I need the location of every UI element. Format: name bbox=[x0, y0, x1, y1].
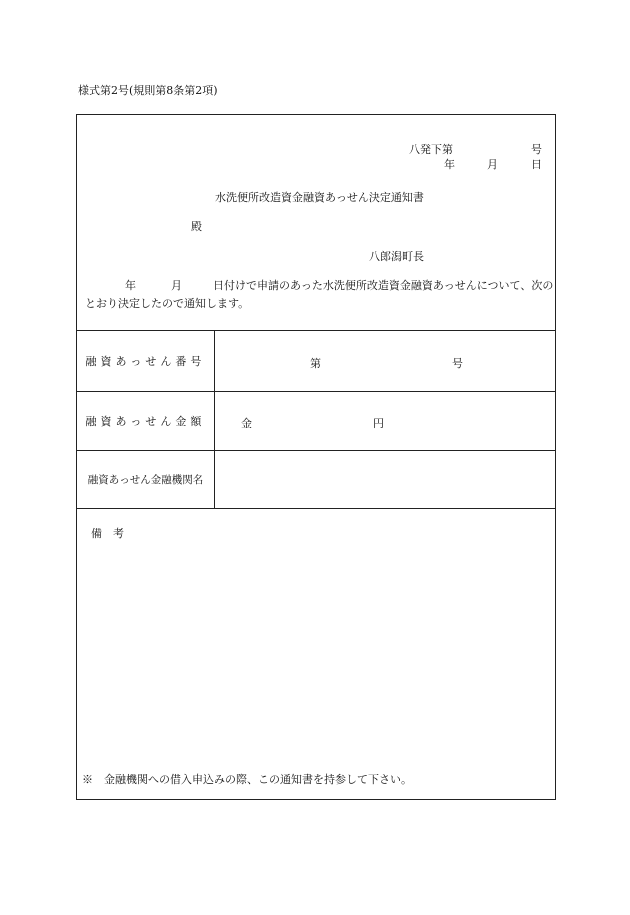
date-day: 日 bbox=[531, 158, 542, 171]
document-title: 水洗便所改造資金融資あっせん決定通知書 bbox=[215, 191, 424, 204]
notice-form bbox=[76, 114, 556, 800]
amount-suffix: 円 bbox=[373, 417, 384, 430]
issuer-name: 八郎潟町長 bbox=[369, 250, 424, 263]
loan-number-label: 融資あっせん番号 bbox=[85, 354, 206, 368]
financial-institution-label: 融資あっせん金融機関名 bbox=[87, 473, 204, 486]
row-divider bbox=[77, 508, 555, 509]
loan-amount-label: 融資あっせん金額 bbox=[85, 414, 206, 428]
body-text-line1: 日付けで申請のあった水洗便所改造資金融資あっせんについて、次の bbox=[213, 279, 554, 292]
column-divider bbox=[214, 330, 215, 508]
doc-number-suffix: 号 bbox=[531, 143, 542, 156]
body-text-line2: とおり決定したので通知します。 bbox=[85, 297, 250, 310]
body-month: 月 bbox=[171, 279, 182, 292]
footnote: ※ 金融機関への借入申込みの際、この通知書を持参して下さい。 bbox=[82, 773, 412, 786]
date-year: 年 bbox=[444, 158, 455, 171]
date-month: 月 bbox=[487, 158, 498, 171]
doc-number-prefix: 八発下第 bbox=[409, 143, 453, 156]
form-number-label: 様式第2号(規則第8条第2項) bbox=[78, 84, 218, 97]
amount-prefix: 金 bbox=[241, 417, 252, 430]
body-year: 年 bbox=[125, 279, 136, 292]
loan-number-prefix: 第 bbox=[310, 357, 321, 370]
remarks-label: 備 考 bbox=[91, 527, 124, 540]
addressee-suffix: 殿 bbox=[191, 220, 202, 233]
loan-number-suffix: 号 bbox=[452, 357, 463, 370]
